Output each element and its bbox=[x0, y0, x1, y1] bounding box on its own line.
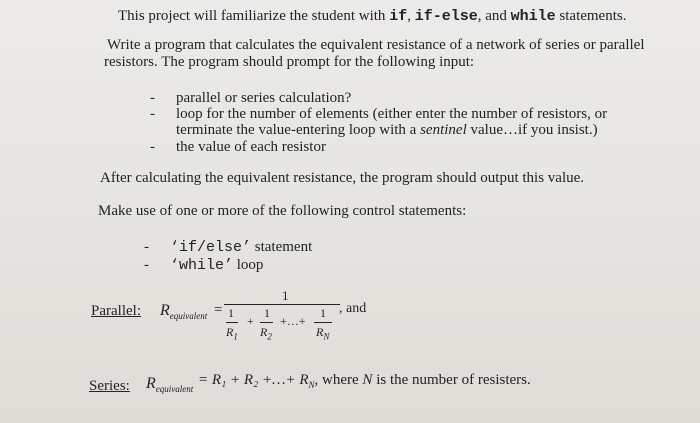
series-r: R bbox=[146, 375, 156, 392]
parallel-r2-letter: R bbox=[260, 325, 268, 339]
parallel-and: , and bbox=[339, 301, 367, 316]
bullet-dash: - bbox=[150, 90, 155, 106]
input-item-3 bbox=[150, 139, 326, 156]
series-rn-sub: N bbox=[308, 380, 315, 390]
input-item-2-text: loop for the number of elements (either enter the number of resistors, or bbox=[176, 106, 608, 122]
series-r-equivalent bbox=[146, 375, 193, 394]
statement-while-code: ‘while’ bbox=[170, 257, 234, 274]
paragraph1-line1: Write a program that calculates the equivalent resistance of a network of series or parallel bbox=[107, 37, 645, 53]
parallel-main-fraction-bar bbox=[224, 304, 340, 305]
parallel-plus-1: + bbox=[247, 314, 254, 328]
bullet-dash: - bbox=[150, 106, 155, 122]
paragraph3: Make use of one or more of the following control statements: bbox=[98, 203, 467, 219]
keyword-while: while bbox=[510, 8, 556, 25]
intro-suffix: statements. bbox=[559, 8, 627, 24]
parallel-r1-letter: R bbox=[226, 325, 234, 339]
sentinel-word: sentinel bbox=[420, 122, 467, 138]
intro-line: This project will familiarize the student with if, if-else, and while statements. bbox=[118, 8, 627, 25]
bullet-dash: - bbox=[150, 139, 155, 155]
parallel-rn bbox=[316, 325, 329, 341]
series-label: Series: bbox=[89, 378, 130, 394]
statement-if-else-code: ‘if/else’ bbox=[170, 239, 252, 256]
series-expr: = R₁ + R₂ +…+ R bbox=[198, 372, 309, 388]
input-item-2-text-b: value…if you insist.) bbox=[470, 122, 598, 138]
parallel-one-1: 1 bbox=[228, 306, 234, 320]
parallel-bar-n bbox=[314, 322, 332, 323]
parallel-r1 bbox=[226, 325, 238, 341]
parallel-rn-letter: R bbox=[316, 325, 324, 339]
parallel-r2 bbox=[260, 325, 272, 341]
statement-if-else bbox=[144, 239, 312, 256]
paragraph2: After calculating the equivalent resistance, the program should output this value. bbox=[100, 170, 585, 186]
parallel-r-equivalent bbox=[160, 302, 207, 321]
series-comma: , bbox=[314, 372, 319, 388]
input-item-1-text: parallel or series calculation? bbox=[176, 90, 352, 106]
parallel-r2-sub: 2 bbox=[267, 331, 272, 342]
series-where: where bbox=[322, 372, 359, 388]
input-item-2-continued bbox=[176, 122, 598, 139]
parallel-equals: = bbox=[214, 302, 223, 318]
series-n: N bbox=[362, 372, 373, 388]
parallel-r1-sub: 1 bbox=[233, 331, 238, 342]
intro-and: and bbox=[485, 8, 507, 24]
parallel-label: Parallel: bbox=[91, 303, 141, 319]
input-item-1 bbox=[150, 90, 351, 107]
series-rest: is the number of resisters. bbox=[376, 372, 531, 388]
bullet-dash: - bbox=[144, 257, 149, 273]
series-sub-equivalent: equivalent bbox=[155, 384, 194, 395]
input-item-2 bbox=[150, 106, 607, 123]
parallel-one-2: 1 bbox=[264, 306, 270, 320]
input-item-3-text: the value of each resistor bbox=[176, 139, 326, 155]
intro-prefix: This project will familiarize the student with bbox=[118, 8, 386, 24]
paragraph1-line2: resistors. The program should prompt for the following input: bbox=[104, 54, 475, 70]
parallel-one-n: 1 bbox=[320, 306, 326, 320]
keyword-if: if bbox=[389, 8, 408, 25]
series-expression bbox=[198, 372, 531, 390]
parallel-r: R bbox=[160, 302, 170, 319]
parallel-sub-equivalent: equivalent bbox=[169, 311, 208, 322]
bullet-dash: - bbox=[144, 239, 149, 255]
keyword-if-else: if-else bbox=[414, 8, 478, 25]
statement-if-else-label: statement bbox=[254, 239, 313, 255]
input-item-2-text-a: terminate the value-entering loop with a bbox=[176, 122, 417, 138]
parallel-bar-1 bbox=[226, 322, 238, 323]
parallel-ellipsis: +…+ bbox=[280, 314, 306, 328]
parallel-rn-sub: N bbox=[323, 331, 330, 342]
statement-while-label: loop bbox=[236, 257, 264, 273]
parallel-numerator: 1 bbox=[282, 288, 289, 303]
parallel-bar-2 bbox=[260, 322, 273, 323]
statement-while bbox=[144, 257, 263, 274]
